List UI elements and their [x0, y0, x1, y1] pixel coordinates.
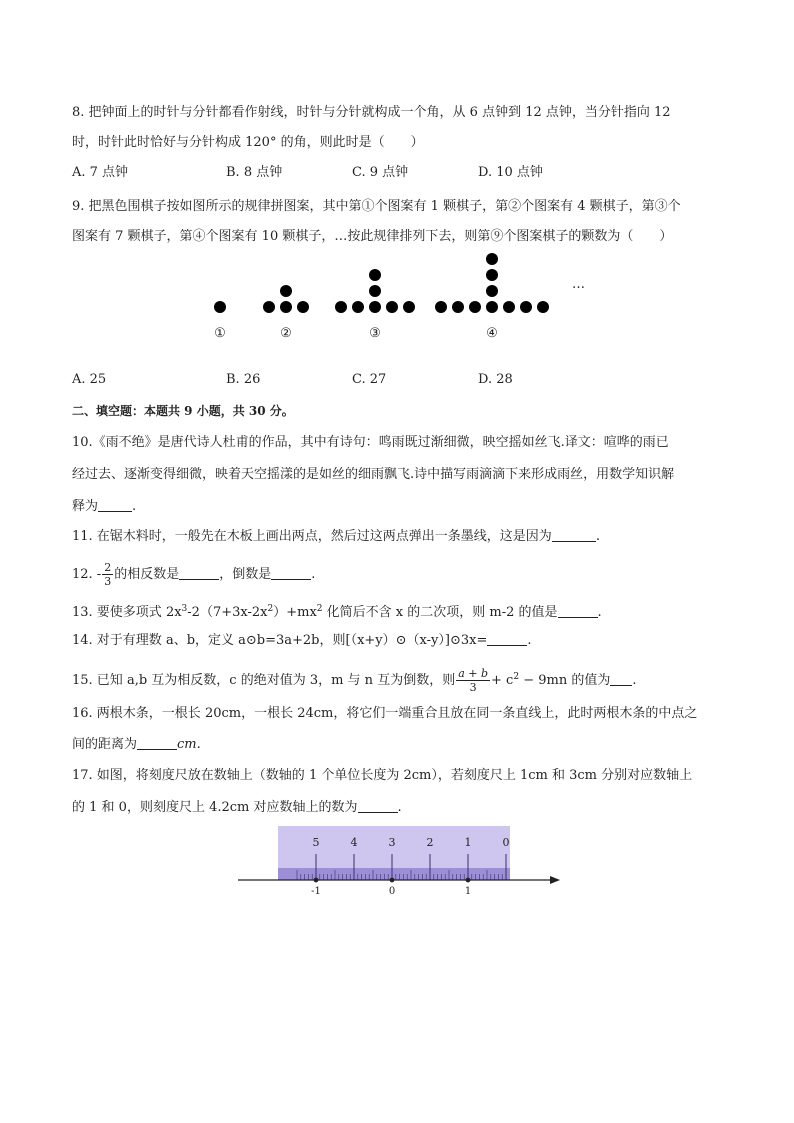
pattern-label-2: ②: [280, 326, 292, 341]
axis-label-minus1: -1: [311, 886, 321, 897]
q10-answer-blank[interactable]: [98, 499, 132, 512]
q15-frac-den: 3: [469, 681, 477, 694]
q10-line3-text: 释为: [72, 499, 99, 514]
q11-text: 11. 在锯木料时，一般先在木板上画出两点，然后过这两点弹出一条墨线，这是因为: [72, 529, 552, 544]
q13-s2: 2: [267, 604, 274, 614]
q15-after2: − 9mn 的值为: [519, 673, 611, 688]
q9-line1: 9. 把黑色围棋子按如图所示的规律拼图案，其中第①个图案有 1 颗棋子，第②个图案有 4 颗棋子，第③个: [72, 199, 681, 214]
q12-prefix: 12. -: [72, 567, 102, 582]
q17-answer-blank[interactable]: [358, 800, 398, 813]
ruler-label-3: 3: [388, 836, 396, 849]
q9-option-c[interactable]: C. 27: [352, 372, 387, 387]
q12-frac-den: 3: [104, 575, 112, 588]
q12-blank-opposite[interactable]: [179, 567, 219, 580]
ruler-label-5: 5: [312, 836, 320, 849]
q13-answer-blank[interactable]: [558, 605, 598, 618]
q12-line: [72, 561, 315, 588]
q12-end: .: [311, 567, 316, 582]
q8-option-c[interactable]: C. 9 点钟: [352, 165, 409, 180]
q16-line2-text: 间的距离为: [72, 737, 138, 752]
q12-fraction: [102, 561, 113, 588]
pattern-label-1: ①: [214, 326, 226, 341]
q15-sup: 2: [513, 672, 520, 682]
q12-mid2: ，倒数是: [219, 567, 272, 582]
q15-end: .: [632, 673, 637, 688]
ruler-scale-band: [278, 868, 510, 880]
q17-line1: 17. 如图，将刻度尺放在数轴上（数轴的 1 个单位长度为 2cm），若刻度尺上 1cm 和 3cm 分别对应数轴上: [72, 768, 693, 783]
q13-end: .: [597, 605, 602, 620]
q10-line2: 经过去、逐渐变得细微，映着天空摇漾的是如丝的细雨飘飞.诗中描写雨滴滴下来形成雨丝，用数学知识解: [72, 467, 675, 482]
axis-point-1: [466, 878, 471, 883]
q8-line1: 8. 把钟面上的时针与分针都看作射线，时针与分针就构成一个角，从 6 点钟到 12 点钟，当分针指向 12: [72, 105, 671, 120]
axis-arrow-icon: [550, 876, 560, 884]
q8-option-a[interactable]: A. 7 点钟: [72, 165, 129, 180]
q13-line: [72, 600, 602, 622]
axis-point-0: [390, 878, 395, 883]
q9-option-b[interactable]: B. 26: [226, 372, 261, 387]
q13-p2: -2（7+3x-2x: [187, 605, 268, 620]
pattern-2: [263, 285, 309, 313]
pattern-1: [214, 301, 226, 313]
q14-end: .: [527, 633, 532, 648]
q14-answer-blank[interactable]: [487, 633, 527, 646]
q13-p1: 13. 要使多项式 2x: [72, 605, 182, 620]
pattern-label-3: ③: [369, 326, 381, 341]
q15-fraction: [456, 667, 490, 694]
q16-end: .: [196, 737, 201, 752]
q16-line2: [72, 736, 201, 754]
axis-label-1: 1: [464, 886, 472, 897]
q11-answer-blank[interactable]: [552, 529, 596, 542]
q16-line1: 16. 两根木条，一根长 20cm，一根长 24cm，将它们一端重合且放在同一条直线上，此时两根木条的中点之: [72, 706, 698, 721]
q15-line: [72, 663, 636, 695]
q12-blank-reciprocal[interactable]: [271, 567, 311, 580]
q10-line1: 10.《雨不绝》是唐代诗人杜甫的作品，其中有诗句：鸣雨既过渐细微，映空摇如丝飞.译文：喧哗的雨已: [72, 435, 669, 450]
q11-line: [72, 528, 600, 546]
q15-prefix: 15. 已知 a,b 互为相反数，c 的绝对值为 3，m 与 n 互为倒数，则: [72, 673, 456, 688]
q8-option-d[interactable]: D. 10 点钟: [478, 165, 543, 180]
pattern-3: [335, 269, 415, 313]
q15-frac-num: a + b: [458, 667, 489, 680]
q12-frac-num: 2: [104, 561, 112, 574]
q14-text: 14. 对于有理数 a、b，定义 a⊙b=3a+2b，则[（x+y）⊙（x-y）]⊙3x=: [72, 633, 488, 648]
q14-line: [72, 632, 531, 650]
axis-point-minus1: [314, 878, 319, 883]
q13-p3: ）+mx: [273, 605, 317, 620]
q9-line2: 图案有 7 颗棋子，第④个图案有 10 颗棋子，…按此规律排列下去，则第⑨个图案棋子的颗数为（ ）: [72, 229, 673, 244]
q10-end: .: [132, 499, 137, 514]
q13-s1: 3: [181, 604, 188, 614]
axis-label-0: 0: [388, 886, 396, 897]
go-stones-pattern-figure: [200, 248, 600, 348]
ruler-label-2: 2: [426, 836, 434, 849]
q15-after: + c: [491, 673, 514, 688]
pattern-label-4: ④: [486, 326, 498, 341]
pattern-4: [435, 253, 549, 313]
q8-line2: 时，时针此时恰好与分针构成 120° 的角，则此时是（ ）: [72, 135, 424, 150]
q15-answer-blank[interactable]: [610, 673, 632, 686]
section-2-heading: 二、填空题：本题共 9 小题，共 30 分。: [72, 404, 294, 418]
q13-s3: 2: [316, 604, 323, 614]
ruler-label-0: 0: [502, 836, 510, 849]
q13-p4: 化简后不含 x 的二次项，则 m-2 的值是: [322, 605, 558, 620]
q10-line3: [72, 498, 136, 516]
q17-line2-text: 的 1 和 0，则刻度尺上 4.2cm 对应数轴上的数为: [72, 800, 358, 815]
q12-mid: 的相反数是: [114, 567, 180, 582]
ruler-label-1: 1: [464, 836, 472, 849]
q9-option-a[interactable]: A. 25: [72, 372, 107, 387]
q16-unit: cm: [177, 737, 197, 752]
ruler-label-4: 4: [350, 836, 358, 849]
q9-option-d[interactable]: D. 28: [478, 372, 513, 387]
q8-option-b[interactable]: B. 8 点钟: [226, 165, 283, 180]
ruler-number-line-figure: [230, 822, 570, 902]
pattern-ellipsis: …: [572, 277, 585, 292]
q17-line2: [72, 799, 402, 817]
q11-end: .: [595, 529, 600, 544]
q17-end: .: [397, 800, 402, 815]
q16-answer-blank[interactable]: [137, 737, 177, 750]
